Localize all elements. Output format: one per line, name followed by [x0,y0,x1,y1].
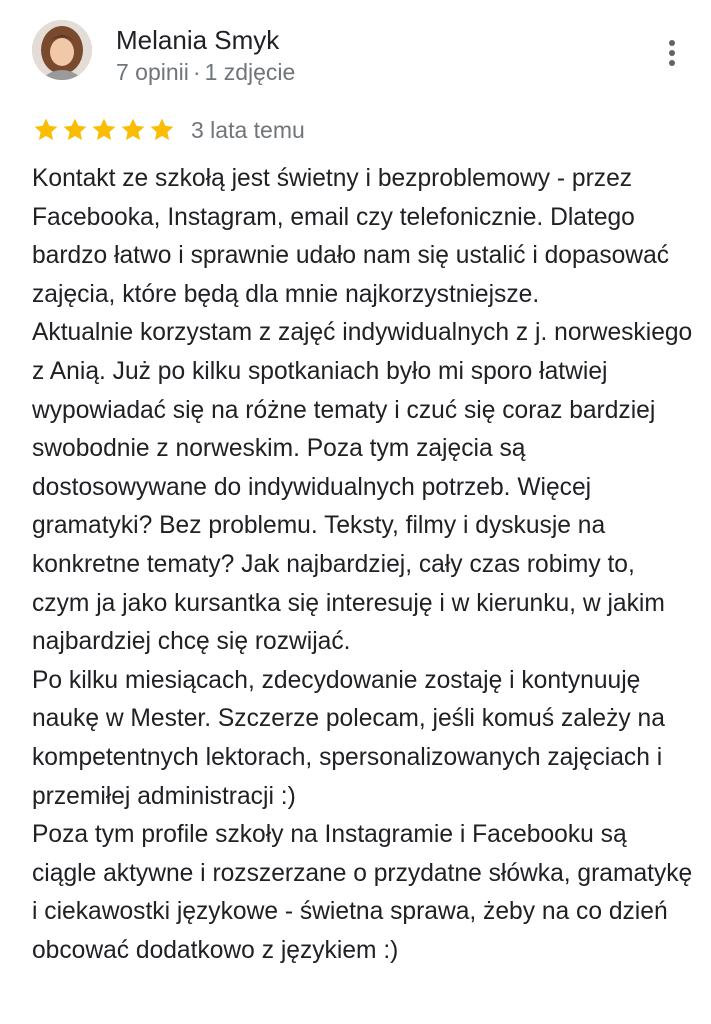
review-paragraph-2: Aktualnie korzystam z zajęć indywidualnych z j. norweskiego z Anią. Już po kilku spotkaniach było mi sporo łatwiej wypowiadać się na różne tematy i czuć się coraz bardziej swobodnie z norweskim. Poza tym zajęcia są dostosowywane do indywidualnych potrzeb. Więcej gramatyki? Bez problemu. Teksty, filmy i dyskusje na konkretne tematy? Jak najbardziej, cały czas robimy to, czym ja jako kursantka się interesuję i w kierunku, w jakim najbardziej chcę się rozwijać. [32,319,693,656]
reviews-count: 7 opinii [116,59,189,85]
review-text [32,160,697,970]
star-icon [61,116,89,144]
review-paragraph-4: Poza tym profile szkoły na Instagramie i Facebooku są ciągle aktywne i rozszerzane o przydatne słówka, gramatykę i ciekawostki językowe - świetna sprawa, żeby na co dzień obcować dodatkowo z językiem :) [32,821,693,964]
meta-separator: · [192,59,201,85]
more-vert-icon [668,39,676,67]
review-paragraph-3: Po kilku miesiącach, zdecydowanie zostaję i kontynuuję naukę w Mester. Szczerze polecam, jeśli komuś zależy na kompetentnych lektorach, spersonalizowanych zajęciach i przemiłej administracji :) [32,666,665,810]
star-icon [119,116,147,144]
author-name[interactable]: Melania Smyk [116,25,280,55]
author-avatar[interactable] [32,20,92,80]
star-icon [90,116,118,144]
rating-row [32,114,305,146]
review-paragraph-1: Kontakt ze szkołą jest świetny i bezproblemowy - przez Facebooka, Instagram, email czy telefonicznie. Dlatego bardzo łatwo i sprawnie udało nam się ustalić i dopasować zajęcia, które będą dla mnie najkorzystniejsze. [32,165,670,308]
photos-count: 1 zdjęcie [204,59,296,85]
review-date: 3 lata temu [191,117,305,143]
star-rating [32,116,177,144]
star-icon [148,116,176,144]
author-meta [116,57,295,87]
more-options-button[interactable] [660,36,684,70]
review-header [32,20,682,84]
star-icon [32,116,60,144]
